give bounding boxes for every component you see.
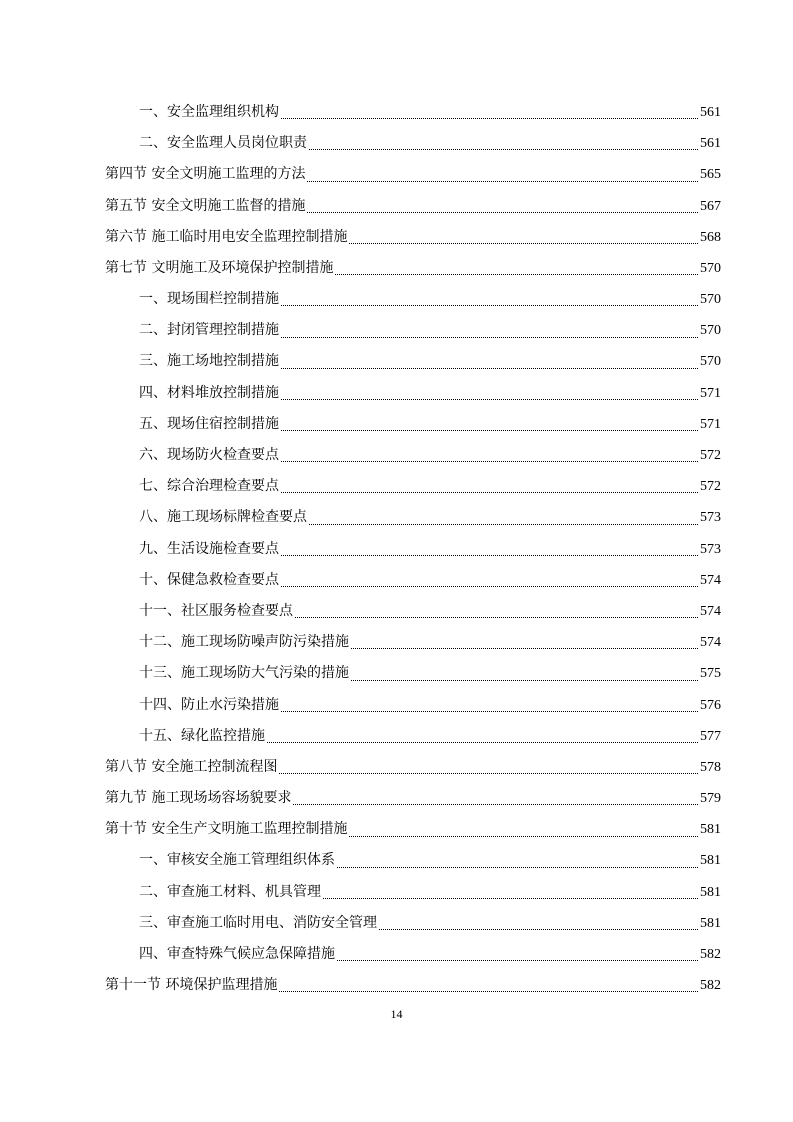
toc-entry-page: 573 [700,510,721,526]
toc-entry-title: 八、施工现场标牌检查要点 [139,509,307,526]
toc-entry-title: 第七节 文明施工及环境保护控制措施 [105,259,334,276]
toc-dot-leader [335,253,698,284]
toc-dot-leader [309,502,698,533]
toc-entry-page: 567 [700,198,721,214]
toc-entry[interactable] [105,284,721,315]
toc-entry[interactable] [105,253,721,284]
toc-entry-page: 581 [700,822,721,838]
toc-entry[interactable] [105,814,721,845]
toc-entry-title: 十一、社区服务检查要点 [139,602,293,619]
toc-entry[interactable] [105,471,721,502]
toc-entry[interactable] [105,565,721,596]
toc-entry-page: 561 [700,136,721,152]
toc-entry-title: 一、现场围栏控制措施 [139,291,279,308]
toc-entry[interactable] [105,970,721,1001]
toc-dot-leader [281,97,698,128]
toc-entry[interactable] [105,191,721,222]
toc-dot-leader [281,347,698,378]
toc-entry[interactable] [105,752,721,783]
toc-dot-leader [337,846,698,877]
toc-entry[interactable] [105,627,721,658]
toc-entry-title: 六、现场防火检查要点 [139,447,279,464]
toc-entry-title: 一、安全监理组织机构 [139,103,279,120]
toc-entry-title: 十二、施工现场防噪声防污染措施 [139,634,349,651]
toc-entry-page: 574 [700,572,721,588]
toc-entry[interactable] [105,159,721,190]
toc-dot-leader [351,627,698,658]
toc-entry[interactable] [105,877,721,908]
toc-entry[interactable] [105,846,721,877]
toc-entry-title: 三、审查施工临时用电、消防安全管理 [139,914,377,931]
toc-entry[interactable] [105,97,721,128]
toc-entry-page: 581 [700,884,721,900]
toc-entry-page: 574 [700,635,721,651]
toc-entry-page: 581 [700,853,721,869]
toc-entry-page: 582 [700,978,721,994]
toc-dot-leader [323,877,698,908]
toc-entry-title: 十、保健急救检查要点 [139,571,279,588]
toc-dot-leader [281,565,698,596]
toc-entry-title: 二、安全监理人员岗位职责 [139,135,307,152]
toc-entry[interactable] [105,721,721,752]
toc-entry-page: 577 [700,728,721,744]
toc-entry-title: 第八节 安全施工控制流程图 [105,758,278,775]
page-number: 14 [390,1007,403,1021]
toc-entry-title: 一、审核安全施工管理组织体系 [139,852,335,869]
toc-entry-title: 十四、防止水污染措施 [139,696,279,713]
table-of-contents [105,97,721,1001]
toc-entry-title: 四、材料堆放控制措施 [139,384,279,401]
toc-entry-title: 第九节 施工现场场容场貌要求 [105,790,292,807]
toc-entry[interactable] [105,409,721,440]
toc-entry[interactable] [105,502,721,533]
toc-dot-leader [349,222,698,253]
toc-entry-title: 七、综合治理检查要点 [139,478,279,495]
toc-entry-page: 578 [700,759,721,775]
toc-entry-page: 570 [700,292,721,308]
toc-entry-title: 九、生活设施检查要点 [139,540,279,557]
toc-entry-page: 573 [700,541,721,557]
toc-dot-leader [307,191,698,222]
toc-dot-leader [295,596,698,627]
toc-entry-title: 第五节 安全文明施工监督的措施 [105,197,306,214]
toc-entry[interactable] [105,378,721,409]
toc-entry-page: 572 [700,448,721,464]
toc-entry-page: 576 [700,697,721,713]
toc-entry[interactable] [105,440,721,471]
toc-entry-page: 574 [700,603,721,619]
toc-dot-leader [281,409,698,440]
toc-dot-leader [281,690,698,721]
toc-dot-leader [307,159,698,190]
toc-dot-leader [281,315,698,346]
toc-dot-leader [281,284,698,315]
toc-entry[interactable] [105,908,721,939]
toc-entry-page: 568 [700,229,721,245]
toc-dot-leader [379,908,698,939]
toc-entry-title: 十五、绿化监控措施 [139,727,265,744]
toc-entry-page: 575 [700,666,721,682]
toc-entry[interactable] [105,783,721,814]
toc-entry-title: 五、现场住宿控制措施 [139,415,279,432]
toc-entry-title: 三、施工场地控制措施 [139,353,279,370]
toc-dot-leader [279,970,698,1001]
toc-dot-leader [351,658,698,689]
toc-entry-page: 581 [700,915,721,931]
toc-dot-leader [349,814,698,845]
toc-dot-leader [337,939,698,970]
toc-entry-page: 571 [700,416,721,432]
toc-entry[interactable] [105,690,721,721]
toc-entry-page: 570 [700,354,721,370]
toc-entry-page: 565 [700,167,721,183]
toc-entry-title: 第十一节 环境保护监理措施 [105,977,278,994]
toc-entry[interactable] [105,939,721,970]
toc-entry-title: 四、审查特殊气候应急保障措施 [139,946,335,963]
toc-entry-title: 二、封闭管理控制措施 [139,322,279,339]
toc-entry-page: 572 [700,479,721,495]
toc-dot-leader [281,471,698,502]
toc-entry[interactable] [105,596,721,627]
toc-entry[interactable] [105,347,721,378]
toc-entry-page: 579 [700,791,721,807]
toc-dot-leader [281,534,698,565]
toc-entry-page: 570 [700,323,721,339]
toc-dot-leader [279,752,698,783]
toc-entry[interactable] [105,128,721,159]
toc-entry-title: 十三、施工现场防大气污染的措施 [139,665,349,682]
toc-entry[interactable] [105,315,721,346]
toc-entry-title: 第十节 安全生产文明施工监理控制措施 [105,821,348,838]
toc-entry-page: 570 [700,260,721,276]
toc-entry[interactable] [105,658,721,689]
toc-entry[interactable] [105,534,721,565]
toc-entry-title: 第六节 施工临时用电安全监理控制措施 [105,228,348,245]
toc-entry-page: 561 [700,104,721,120]
toc-dot-leader [281,378,698,409]
toc-dot-leader [293,783,698,814]
toc-entry-page: 571 [700,385,721,401]
toc-entry-page: 582 [700,947,721,963]
toc-entry-title: 第四节 安全文明施工监理的方法 [105,166,306,183]
toc-entry[interactable] [105,222,721,253]
toc-entry-title: 二、审查施工材料、机具管理 [139,883,321,900]
toc-dot-leader [267,721,698,752]
toc-dot-leader [309,128,698,159]
toc-dot-leader [281,440,698,471]
